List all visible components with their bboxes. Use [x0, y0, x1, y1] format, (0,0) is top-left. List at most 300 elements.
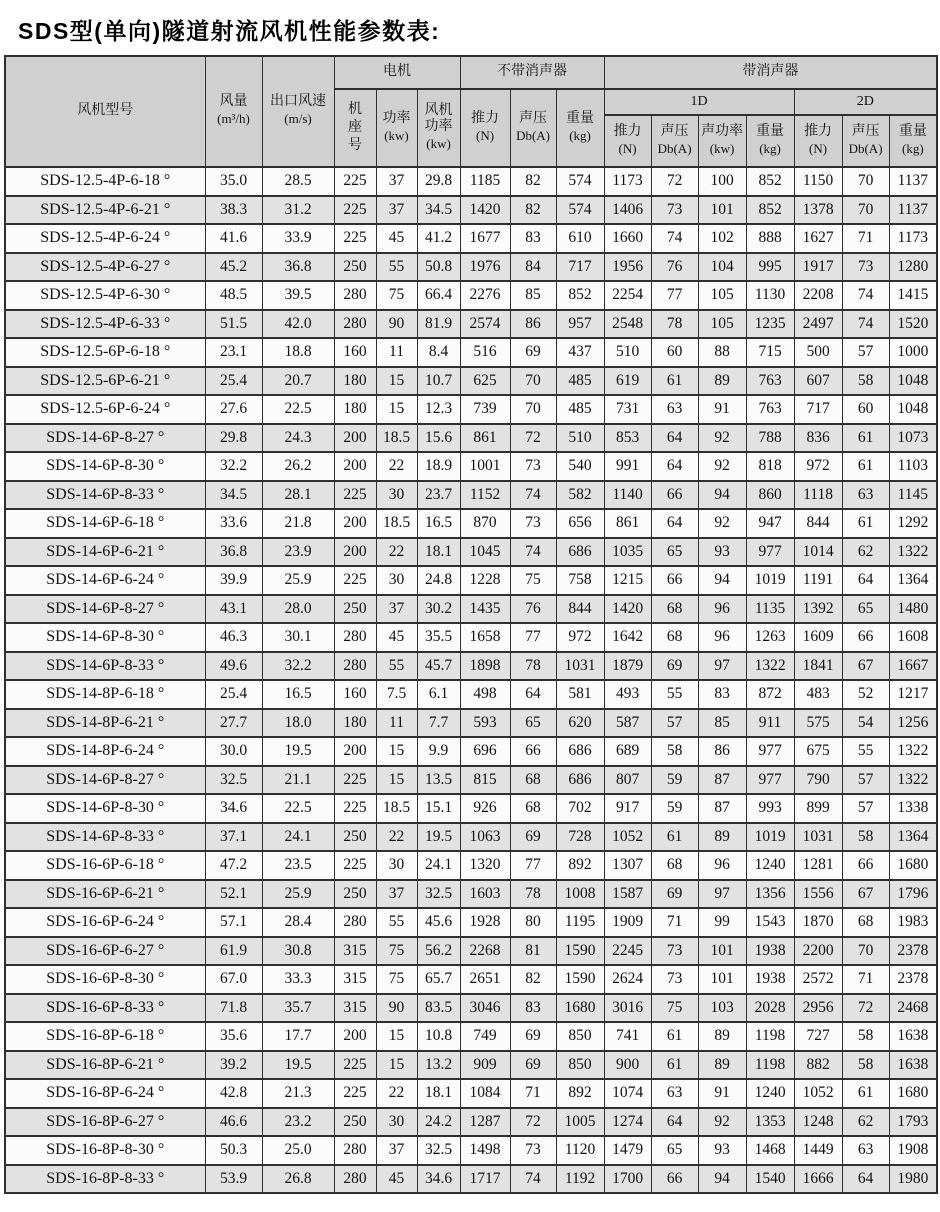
value-cell: 24.1 — [262, 823, 334, 852]
value-cell: 30 — [376, 566, 417, 595]
value-cell: 1627 — [794, 224, 842, 253]
value-cell: 22 — [376, 538, 417, 567]
value-cell: 65 — [842, 595, 889, 624]
value-cell: 1680 — [556, 994, 604, 1023]
value-cell: 64 — [510, 680, 556, 709]
value-cell: 37 — [376, 595, 417, 624]
value-cell: 34.6 — [205, 794, 262, 823]
value-cell: 82 — [510, 965, 556, 994]
value-cell: 1280 — [889, 253, 937, 282]
value-cell: 917 — [604, 794, 651, 823]
value-cell: 33.9 — [262, 224, 334, 253]
value-cell: 1120 — [556, 1136, 604, 1165]
value-cell: 991 — [604, 452, 651, 481]
value-cell: 82 — [510, 167, 556, 196]
value-cell: 861 — [604, 509, 651, 538]
value-cell: 69 — [510, 338, 556, 367]
value-cell: 25.0 — [262, 1136, 334, 1165]
value-cell: 68 — [842, 908, 889, 937]
value-cell: 66 — [842, 623, 889, 652]
model-cell: SDS-12.5-4P-6-24 ° — [5, 224, 205, 253]
value-cell: 485 — [556, 367, 604, 396]
value-cell: 55 — [842, 737, 889, 766]
value-cell: 24.2 — [417, 1108, 460, 1137]
value-cell: 675 — [794, 737, 842, 766]
value-cell: 1063 — [460, 823, 510, 852]
value-cell: 91 — [698, 1079, 746, 1108]
value-cell: 160 — [334, 338, 376, 367]
value-cell: 36.8 — [205, 538, 262, 567]
value-cell: 818 — [746, 452, 794, 481]
value-cell: 94 — [698, 1165, 746, 1194]
value-cell: 51.5 — [205, 310, 262, 339]
value-cell: 1980 — [889, 1165, 937, 1194]
value-cell: 1603 — [460, 880, 510, 909]
group-header-no-silencer: 不带消声器 — [460, 56, 604, 89]
value-cell: 32.5 — [205, 766, 262, 795]
model-cell: SDS-14-6P-8-30 ° — [5, 452, 205, 481]
value-cell: 888 — [746, 224, 794, 253]
value-cell: 844 — [794, 509, 842, 538]
value-cell: 2245 — [604, 937, 651, 966]
value-cell: 1841 — [794, 652, 842, 681]
value-cell: 1540 — [746, 1165, 794, 1194]
value-cell: 70 — [842, 196, 889, 225]
value-cell: 96 — [698, 851, 746, 880]
value-cell: 68 — [510, 794, 556, 823]
value-cell: 74 — [842, 281, 889, 310]
value-cell: 68 — [651, 851, 698, 880]
value-cell: 485 — [556, 395, 604, 424]
value-cell: 92 — [698, 1108, 746, 1137]
value-cell: 1667 — [889, 652, 937, 681]
value-cell: 1717 — [460, 1165, 510, 1194]
value-cell: 977 — [746, 538, 794, 567]
value-cell: 64 — [842, 1165, 889, 1194]
value-cell: 32.5 — [417, 1136, 460, 1165]
value-cell: 87 — [698, 794, 746, 823]
value-cell: 620 — [556, 709, 604, 738]
value-cell: 73 — [510, 509, 556, 538]
value-cell: 92 — [698, 424, 746, 453]
value-cell: 1014 — [794, 538, 842, 567]
model-cell: SDS-14-6P-8-27 ° — [5, 424, 205, 453]
value-cell: 69 — [510, 1022, 556, 1051]
value-cell: 1152 — [460, 481, 510, 510]
value-cell: 844 — [556, 595, 604, 624]
value-cell: 69 — [651, 880, 698, 909]
value-cell: 58 — [842, 1022, 889, 1051]
value-cell: 89 — [698, 823, 746, 852]
value-cell: 1449 — [794, 1136, 842, 1165]
value-cell: 850 — [556, 1022, 604, 1051]
value-cell: 30.8 — [262, 937, 334, 966]
value-cell: 1796 — [889, 880, 937, 909]
value-cell: 2956 — [794, 994, 842, 1023]
value-cell: 1356 — [746, 880, 794, 909]
model-cell: SDS-12.5-4P-6-18 ° — [5, 167, 205, 196]
value-cell: 96 — [698, 595, 746, 624]
value-cell: 90 — [376, 994, 417, 1023]
model-cell: SDS-16-6P-6-27 ° — [5, 937, 205, 966]
value-cell: 1956 — [604, 253, 651, 282]
col-header-power: 功率 (kw) — [376, 89, 417, 167]
model-cell: SDS-16-8P-8-30 ° — [5, 1136, 205, 1165]
value-cell: 2378 — [889, 937, 937, 966]
model-cell: SDS-14-8P-6-24 ° — [5, 737, 205, 766]
value-cell: 510 — [556, 424, 604, 453]
value-cell: 1005 — [556, 1108, 604, 1137]
value-cell: 25.9 — [262, 566, 334, 595]
value-cell: 77 — [510, 623, 556, 652]
value-cell: 225 — [334, 167, 376, 196]
value-cell: 972 — [794, 452, 842, 481]
value-cell: 280 — [334, 1165, 376, 1194]
col-header-flow: 风量 (m³/h) — [205, 56, 262, 167]
value-cell: 104 — [698, 253, 746, 282]
value-cell: 741 — [604, 1022, 651, 1051]
value-cell: 101 — [698, 937, 746, 966]
table-row — [5, 367, 937, 396]
value-cell: 437 — [556, 338, 604, 367]
value-cell: 65.7 — [417, 965, 460, 994]
value-cell: 1480 — [889, 595, 937, 624]
value-cell: 1019 — [746, 823, 794, 852]
value-cell: 1793 — [889, 1108, 937, 1137]
value-cell: 250 — [334, 880, 376, 909]
value-cell: 78 — [510, 880, 556, 909]
value-cell: 2497 — [794, 310, 842, 339]
value-cell: 76 — [651, 253, 698, 282]
model-cell: SDS-14-6P-8-27 ° — [5, 595, 205, 624]
table-row — [5, 937, 937, 966]
value-cell: 22.5 — [262, 395, 334, 424]
value-cell: 61 — [651, 367, 698, 396]
value-cell: 1084 — [460, 1079, 510, 1108]
model-cell: SDS-12.5-6P-6-24 ° — [5, 395, 205, 424]
model-cell: SDS-14-6P-8-30 ° — [5, 623, 205, 652]
value-cell: 717 — [794, 395, 842, 424]
value-cell: 1917 — [794, 253, 842, 282]
value-cell: 54 — [842, 709, 889, 738]
col-header-weight-2d: 重量 (kg) — [889, 115, 937, 167]
value-cell: 28.1 — [262, 481, 334, 510]
value-cell: 1322 — [889, 766, 937, 795]
value-cell: 790 — [794, 766, 842, 795]
value-cell: 33.6 — [205, 509, 262, 538]
value-cell: 18.1 — [417, 1079, 460, 1108]
table-row — [5, 1022, 937, 1051]
value-cell: 1235 — [746, 310, 794, 339]
value-cell: 75 — [376, 937, 417, 966]
value-cell: 64 — [651, 1108, 698, 1137]
value-cell: 180 — [334, 395, 376, 424]
value-cell: 39.5 — [262, 281, 334, 310]
value-cell: 83.5 — [417, 994, 460, 1023]
value-cell: 1677 — [460, 224, 510, 253]
value-cell: 72 — [842, 994, 889, 1023]
value-cell: 758 — [556, 566, 604, 595]
value-cell: 860 — [746, 481, 794, 510]
table-row — [5, 196, 937, 225]
value-cell: 70 — [510, 395, 556, 424]
value-cell: 58 — [842, 823, 889, 852]
value-cell: 83 — [510, 224, 556, 253]
value-cell: 72 — [510, 1108, 556, 1137]
value-cell: 66 — [651, 481, 698, 510]
value-cell: 656 — [556, 509, 604, 538]
value-cell: 280 — [334, 908, 376, 937]
value-cell: 35.5 — [417, 623, 460, 652]
value-cell: 74 — [510, 481, 556, 510]
value-cell: 50.8 — [417, 253, 460, 282]
value-cell: 88 — [698, 338, 746, 367]
value-cell: 972 — [556, 623, 604, 652]
model-cell: SDS-14-6P-8-33 ° — [5, 652, 205, 681]
value-cell: 103 — [698, 994, 746, 1023]
value-cell: 16.5 — [262, 680, 334, 709]
group-header-with-silencer: 带消声器 — [604, 56, 937, 89]
value-cell: 101 — [698, 196, 746, 225]
col-header-thrust-1d: 推力 (N) — [604, 115, 651, 167]
value-cell: 1468 — [746, 1136, 794, 1165]
value-cell: 75 — [376, 965, 417, 994]
model-cell: SDS-14-6P-6-18 ° — [5, 509, 205, 538]
col-header-weight-1d: 重量 (kg) — [746, 115, 794, 167]
value-cell: 92 — [698, 509, 746, 538]
value-cell: 788 — [746, 424, 794, 453]
value-cell: 1909 — [604, 908, 651, 937]
value-cell: 728 — [556, 823, 604, 852]
value-cell: 1198 — [746, 1051, 794, 1080]
value-cell: 65 — [510, 709, 556, 738]
col-header-fan-power: 风机功率 (kw) — [417, 89, 460, 167]
value-cell: 610 — [556, 224, 604, 253]
value-cell: 63 — [651, 395, 698, 424]
value-cell: 61 — [842, 1079, 889, 1108]
value-cell: 21.3 — [262, 1079, 334, 1108]
model-cell: SDS-14-6P-8-33 ° — [5, 823, 205, 852]
value-cell: 739 — [460, 395, 510, 424]
value-cell: 23.9 — [262, 538, 334, 567]
value-cell: 1938 — [746, 965, 794, 994]
model-cell: SDS-16-6P-6-21 ° — [5, 880, 205, 909]
value-cell: 686 — [556, 737, 604, 766]
value-cell: 1378 — [794, 196, 842, 225]
value-cell: 2200 — [794, 937, 842, 966]
value-cell: 29.8 — [417, 167, 460, 196]
value-cell: 500 — [794, 338, 842, 367]
value-cell: 24.3 — [262, 424, 334, 453]
value-cell: 74 — [651, 224, 698, 253]
value-cell: 315 — [334, 965, 376, 994]
value-cell: 10.7 — [417, 367, 460, 396]
value-cell: 75 — [651, 994, 698, 1023]
value-cell: 17.7 — [262, 1022, 334, 1051]
value-cell: 83 — [698, 680, 746, 709]
value-cell: 6.1 — [417, 680, 460, 709]
value-cell: 2378 — [889, 965, 937, 994]
value-cell: 30.0 — [205, 737, 262, 766]
value-cell: 65 — [651, 1136, 698, 1165]
value-cell: 607 — [794, 367, 842, 396]
value-cell: 1556 — [794, 880, 842, 909]
value-cell: 58 — [842, 1051, 889, 1080]
value-cell: 57 — [651, 709, 698, 738]
value-cell: 67 — [842, 880, 889, 909]
value-cell: 815 — [460, 766, 510, 795]
value-cell: 1543 — [746, 908, 794, 937]
value-cell: 78 — [510, 652, 556, 681]
model-cell: SDS-12.5-4P-6-33 ° — [5, 310, 205, 339]
value-cell: 18.9 — [417, 452, 460, 481]
table-row — [5, 395, 937, 424]
value-cell: 1031 — [556, 652, 604, 681]
table-row — [5, 253, 937, 282]
value-cell: 625 — [460, 367, 510, 396]
value-cell: 15.6 — [417, 424, 460, 453]
value-cell: 1898 — [460, 652, 510, 681]
value-cell: 1263 — [746, 623, 794, 652]
value-cell: 1150 — [794, 167, 842, 196]
value-cell: 882 — [794, 1051, 842, 1080]
value-cell: 73 — [510, 452, 556, 481]
model-cell: SDS-16-6P-6-24 ° — [5, 908, 205, 937]
value-cell: 15.1 — [417, 794, 460, 823]
value-cell: 69 — [651, 652, 698, 681]
value-cell: 10.8 — [417, 1022, 460, 1051]
table-row — [5, 566, 937, 595]
value-cell: 92 — [698, 452, 746, 481]
value-cell: 86 — [510, 310, 556, 339]
value-cell: 47.2 — [205, 851, 262, 880]
value-cell: 71 — [842, 224, 889, 253]
table-row — [5, 167, 937, 196]
value-cell: 225 — [334, 794, 376, 823]
value-cell: 71.8 — [205, 994, 262, 1023]
value-cell: 23.5 — [262, 851, 334, 880]
model-cell: SDS-16-6P-8-33 ° — [5, 994, 205, 1023]
value-cell: 1608 — [889, 623, 937, 652]
value-cell: 836 — [794, 424, 842, 453]
value-cell: 45 — [376, 224, 417, 253]
value-cell: 1420 — [604, 595, 651, 624]
table-row — [5, 338, 937, 367]
value-cell: 64 — [651, 452, 698, 481]
value-cell: 1048 — [889, 395, 937, 424]
value-cell: 8.4 — [417, 338, 460, 367]
table-row — [5, 908, 937, 937]
value-cell: 619 — [604, 367, 651, 396]
value-cell: 1137 — [889, 167, 937, 196]
value-cell: 87 — [698, 766, 746, 795]
table-row — [5, 1079, 937, 1108]
value-cell: 899 — [794, 794, 842, 823]
value-cell: 18.5 — [376, 424, 417, 453]
table-row — [5, 452, 937, 481]
value-cell: 81 — [510, 937, 556, 966]
value-cell: 37 — [376, 880, 417, 909]
table-row — [5, 709, 937, 738]
value-cell: 37 — [376, 1136, 417, 1165]
value-cell: 32.5 — [417, 880, 460, 909]
value-cell: 493 — [604, 680, 651, 709]
table-row — [5, 538, 937, 567]
table-row — [5, 623, 937, 652]
value-cell: 225 — [334, 196, 376, 225]
value-cell: 25.4 — [205, 367, 262, 396]
value-cell: 1307 — [604, 851, 651, 880]
value-cell: 200 — [334, 737, 376, 766]
value-cell: 34.5 — [205, 481, 262, 510]
table-row — [5, 994, 937, 1023]
value-cell: 1908 — [889, 1136, 937, 1165]
value-cell: 49.6 — [205, 652, 262, 681]
col-header-frame-no: 机座号 — [334, 89, 376, 167]
value-cell: 1406 — [604, 196, 651, 225]
value-cell: 57.1 — [205, 908, 262, 937]
value-cell: 1870 — [794, 908, 842, 937]
value-cell: 64 — [651, 509, 698, 538]
value-cell: 63 — [842, 1136, 889, 1165]
value-cell: 1248 — [794, 1108, 842, 1137]
value-cell: 225 — [334, 1079, 376, 1108]
value-cell: 69 — [510, 1051, 556, 1080]
value-cell: 1338 — [889, 794, 937, 823]
value-cell: 1256 — [889, 709, 937, 738]
value-cell: 66 — [651, 1165, 698, 1194]
value-cell: 22.5 — [262, 794, 334, 823]
value-cell: 2254 — [604, 281, 651, 310]
value-cell: 1052 — [604, 823, 651, 852]
value-cell: 19.5 — [417, 823, 460, 852]
col-header-thrust-2d: 推力 (N) — [794, 115, 842, 167]
table-row — [5, 509, 937, 538]
table-row — [5, 794, 937, 823]
value-cell: 280 — [334, 281, 376, 310]
value-cell: 61 — [842, 509, 889, 538]
value-cell: 61.9 — [205, 937, 262, 966]
value-cell: 64 — [651, 424, 698, 453]
model-cell: SDS-12.5-4P-6-21 ° — [5, 196, 205, 225]
value-cell: 516 — [460, 338, 510, 367]
value-cell: 89 — [698, 1022, 746, 1051]
value-cell: 180 — [334, 709, 376, 738]
value-cell: 1322 — [746, 652, 794, 681]
value-cell: 1322 — [889, 538, 937, 567]
model-cell: SDS-12.5-6P-6-18 ° — [5, 338, 205, 367]
value-cell: 280 — [334, 310, 376, 339]
value-cell: 66.4 — [417, 281, 460, 310]
value-cell: 35.6 — [205, 1022, 262, 1051]
value-cell: 1520 — [889, 310, 937, 339]
value-cell: 52.1 — [205, 880, 262, 909]
value-cell: 30.1 — [262, 623, 334, 652]
value-cell: 892 — [556, 851, 604, 880]
value-cell: 75 — [510, 566, 556, 595]
value-cell: 18.1 — [417, 538, 460, 567]
value-cell: 11 — [376, 709, 417, 738]
value-cell: 7.7 — [417, 709, 460, 738]
value-cell: 587 — [604, 709, 651, 738]
value-cell: 73 — [510, 1136, 556, 1165]
value-cell: 85 — [698, 709, 746, 738]
value-cell: 25.4 — [205, 680, 262, 709]
value-cell: 250 — [334, 595, 376, 624]
value-cell: 1642 — [604, 623, 651, 652]
value-cell: 30 — [376, 851, 417, 880]
value-cell: 1135 — [746, 595, 794, 624]
